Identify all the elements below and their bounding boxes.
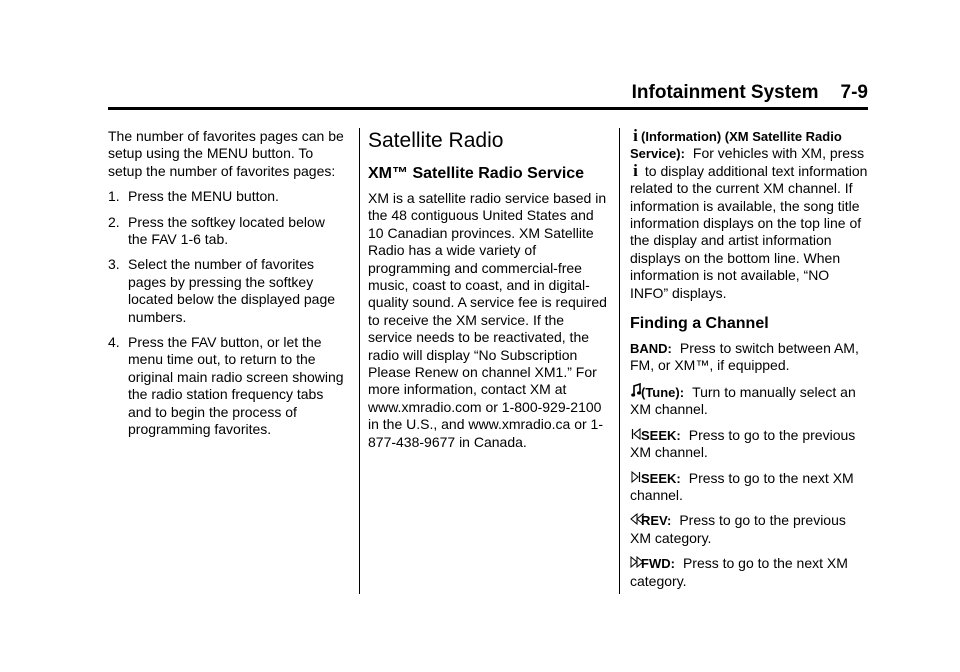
step-item bbox=[108, 214, 348, 249]
seek-next-icon bbox=[630, 471, 641, 486]
control-text: Press to go to the next XM category. bbox=[630, 555, 848, 589]
control-item bbox=[630, 470, 870, 505]
section-title: Satellite Radio bbox=[368, 129, 504, 152]
step-item bbox=[108, 188, 348, 205]
seek-previous-icon bbox=[630, 428, 641, 443]
favorites-intro: The number of favorites pages can be setup using the MENU button. To setup the number of favorites pages: bbox=[108, 128, 344, 179]
section-name: Infotainment System bbox=[631, 82, 819, 103]
info-text-1: For vehicles with XM, press bbox=[692, 145, 865, 162]
control-text: Press to switch between AM, FM, or XM™, if equipped. bbox=[630, 340, 859, 374]
subsection-title: XM™ Satellite Radio Service bbox=[368, 165, 585, 182]
column-3 bbox=[630, 128, 870, 598]
information-icon: i bbox=[633, 126, 638, 145]
step-number: 1. bbox=[108, 188, 120, 205]
column-1 bbox=[108, 128, 348, 447]
info-text-2: to display additional text information related to the current XM channel. If information is available, the song title information displays on the top line of the display and artist information displays on the bottom line. When information is not available, “NO INFO” displays. bbox=[630, 162, 868, 301]
step-item bbox=[108, 256, 348, 326]
favorites-steps bbox=[108, 188, 348, 438]
step-number: 4. bbox=[108, 334, 120, 351]
control-term: REV: bbox=[641, 513, 672, 529]
tune-knob-icon bbox=[630, 383, 641, 400]
info-term: (Information) (XM Satellite Radio Service): bbox=[630, 129, 842, 162]
column-divider bbox=[619, 128, 620, 594]
control-text: Press to go to the next XM channel. bbox=[630, 469, 854, 503]
control-item bbox=[630, 512, 870, 547]
xm-service-paragraph: XM is a satellite radio service based in the 48 contiguous United States and 10 Canadian provinces. XM Satellite Radio has a wide variety of programming and commercial-free music, coast to coast, and in digital-quality sound. A service fee is required to receive the XM service. If the service needs to be reactivated, the radio will display “No Subscription Please Renew on channel XM1.” For more information, contact XM at www.xmradio.com or 1-800-929-2100 in the U.S., and www.xmradio.ca or 1-877-438-9677 in Canada. bbox=[368, 190, 607, 450]
control-term: (Tune): bbox=[641, 384, 685, 400]
step-item bbox=[108, 334, 348, 438]
control-term: SEEK: bbox=[641, 427, 681, 443]
step-text: Select the number of favorites pages by pressing the softkey located below the displayed page numbers. bbox=[128, 256, 336, 325]
fast-forward-icon bbox=[630, 556, 641, 571]
control-item bbox=[630, 555, 870, 590]
column-divider bbox=[359, 128, 360, 594]
control-term: SEEK: bbox=[641, 470, 681, 486]
header-rule bbox=[108, 107, 868, 110]
step-number: 3. bbox=[108, 256, 120, 273]
running-head bbox=[632, 82, 868, 104]
control-item bbox=[630, 427, 870, 462]
step-number: 2. bbox=[108, 213, 120, 230]
information-icon: i bbox=[633, 160, 638, 180]
control-text: Turn to manually select an XM channel. bbox=[630, 383, 856, 418]
control-text: Press to go to the previous XM category. bbox=[630, 512, 846, 546]
step-text: Press the FAV button, or let the menu time out, to return to the original main radio screen showing the radio station frequency tabs and to begin the process of programming favorites. bbox=[128, 334, 344, 438]
control-term: BAND: bbox=[630, 341, 672, 357]
step-text: Press the MENU button. bbox=[128, 188, 279, 205]
control-text: Press to go to the previous XM channel. bbox=[630, 426, 856, 461]
column-2 bbox=[368, 128, 608, 459]
subsection-title: Finding a Channel bbox=[630, 315, 769, 333]
page-number: 7-9 bbox=[840, 82, 868, 103]
control-item bbox=[630, 383, 870, 419]
rewind-icon bbox=[630, 513, 641, 528]
info-paragraph bbox=[630, 128, 870, 302]
control-item bbox=[630, 340, 870, 375]
step-text: Press the softkey located below the FAV 1-6 tab. bbox=[128, 213, 325, 248]
control-term: FWD: bbox=[641, 556, 675, 572]
